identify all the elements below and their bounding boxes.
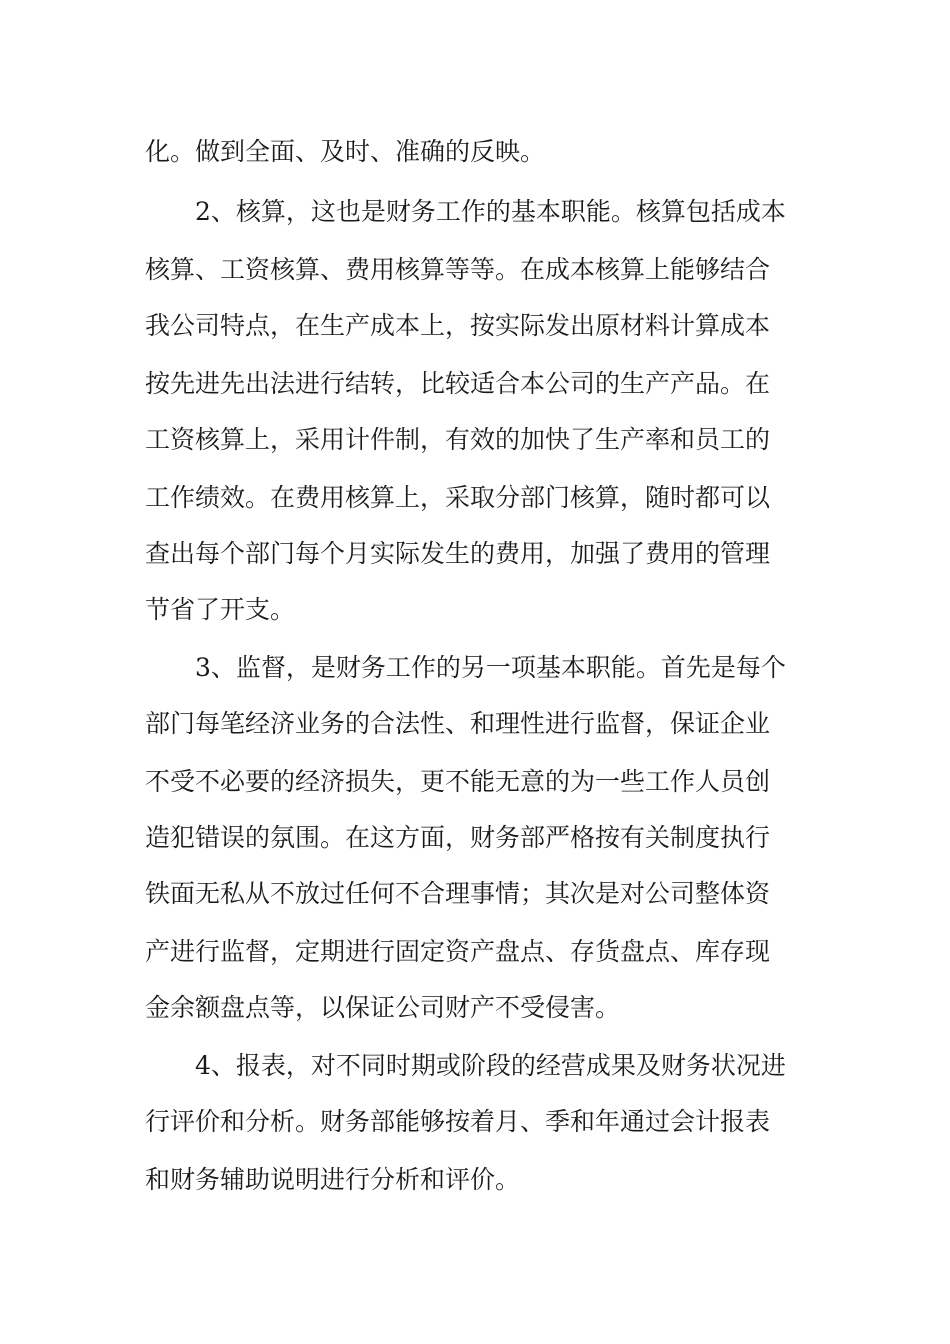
text-line: 工作绩效。在费用核算上，采取分部门核算，随时都可以 — [145, 483, 771, 512]
text-line: 行评价和分析。财务部能够按着月、季和年通过会计报表 — [145, 1107, 771, 1136]
text-line: 部门每笔经济业务的合法性、和理性进行监督，保证企业 — [145, 709, 771, 738]
text-line: 按先进先出法进行结转，比较适合本公司的生产产品。在 — [145, 369, 771, 398]
text-line: 查出每个部门每个月实际发生的费用，加强了费用的管理 — [145, 539, 771, 568]
text-line: 化。做到全面、及时、准确的反映。 — [145, 137, 546, 166]
text-line: 不受不必要的经济损失，更不能无意的为一些工作人员创 — [145, 767, 771, 796]
text-line: 工资核算上，采用计件制，有效的加快了生产率和员工的 — [145, 425, 771, 454]
paragraph-3-first-line: 3、监督，是财务工作的另一项基本职能。首先是每个 — [195, 653, 786, 682]
paragraph-4-first-line: 4、报表，对不同时期或阶段的经营成果及财务状况进 — [195, 1051, 786, 1080]
text-line: 我公司特点，在生产成本上，按实际发出原材料计算成本 — [145, 311, 771, 340]
text-line: 和财务辅助说明进行分析和评价。 — [145, 1165, 521, 1194]
text-line: 金余额盘点等，以保证公司财产不受侵害。 — [145, 993, 621, 1022]
text-line: 节省了开支。 — [145, 595, 296, 624]
text-line: 产进行监督，定期进行固定资产盘点、存货盘点、库存现 — [145, 937, 771, 966]
text-line: 造犯错误的氛围。在这方面，财务部严格按有关制度执行 — [145, 823, 771, 852]
text-line: 核算、工资核算、费用核算等等。在成本核算上能够结合 — [145, 255, 771, 284]
paragraph-2-first-line: 2、核算，这也是财务工作的基本职能。核算包括成本 — [195, 197, 786, 226]
text-line: 铁面无私从不放过任何不合理事情；其次是对公司整体资 — [145, 879, 771, 908]
